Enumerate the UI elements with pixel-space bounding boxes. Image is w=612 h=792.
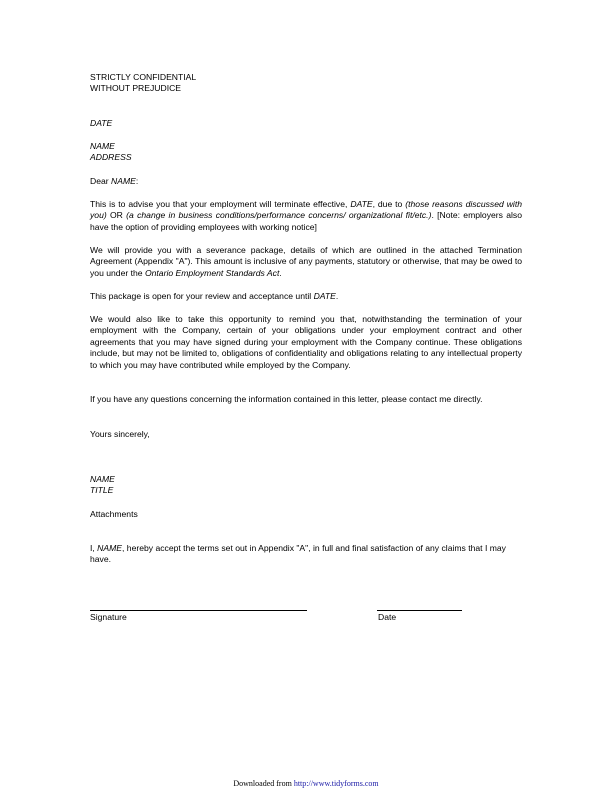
p2-text-b: . [279, 267, 282, 278]
recipient-address: ADDRESS [90, 152, 132, 163]
attachments-label: Attachments [90, 509, 138, 519]
acceptance-text-a: I, [90, 543, 98, 553]
salutation-prefix: Dear [90, 176, 112, 186]
date-line[interactable] [377, 610, 462, 611]
sender-name: NAME [90, 474, 115, 484]
p1-reasons: (those reasons discussed with you) [90, 199, 522, 221]
acceptance-statement [90, 543, 510, 566]
sender-block [90, 474, 522, 497]
paragraph-obligations [90, 314, 522, 371]
p1-text-a: This is to advise you that your employment will terminate effective, [90, 199, 351, 209]
p2-text-a: We will provide you with a severance package, details of which are outlined in the attached Termination Agreement (Appendix "A"). This amount is inclusive of any payments, statutory or otherwise, that may be owed to you under the [90, 245, 522, 278]
footer-prefix: Downloaded from [233, 779, 294, 788]
letter-date [90, 118, 522, 129]
recipient-name: NAME [90, 141, 115, 151]
p1-text-c: OR [106, 210, 127, 221]
salutation-suffix: : [135, 176, 139, 186]
p3-date: DATE [313, 291, 336, 301]
p1-change: (a change in business conditions/performance concerns/ organizational fit/etc.) [126, 210, 432, 221]
sender-title: TITLE [90, 485, 114, 496]
closing [90, 429, 522, 440]
signature-label: Signature [90, 612, 127, 622]
date-placeholder: DATE [90, 118, 113, 128]
signature-line[interactable] [90, 610, 307, 611]
acceptance-name: NAME [97, 543, 123, 553]
strictly-confidential: STRICTLY CONFIDENTIAL [90, 72, 197, 82]
attachments [90, 509, 522, 520]
p3-text-a: This package is open for your review and acceptance until [90, 291, 314, 301]
without-prejudice: WITHOUT PREJUDICE [90, 83, 182, 94]
paragraph-termination [90, 199, 522, 233]
paragraph-contact [90, 394, 522, 405]
p4-text: We would also like to take this opportunity to remind you that, notwithstanding the termination of your employment with the Company, certain of your obligations under your employment contract and other agreements that you may have signed during your employment with the Company continue. These obligations include, but may not be limited to, obligations of confidentiality and obligations relating to any intellectual property to which you may have contributed while employed by the Company. [90, 314, 522, 370]
paragraph-severance [90, 245, 522, 279]
p2-act: Ontario Employment Standards Act [144, 267, 280, 278]
p3-text-b: . [335, 291, 339, 301]
salutation-name: NAME [111, 176, 136, 186]
salutation [90, 176, 522, 187]
p1-note: . [Note: employers also have the option of providing employees with working notice] [90, 210, 522, 232]
confidentiality-header [90, 72, 522, 95]
p5-text: If you have any questions concerning the information contained in this letter, please contact me directly. [90, 394, 483, 404]
recipient-block [90, 141, 522, 164]
closing-text: Yours sincerely, [90, 429, 150, 439]
p1-text-b: , due to [372, 199, 406, 209]
footer [0, 779, 612, 788]
acceptance-text-b: , hereby accept the terms set out in Appendix "A", in full and final satisfaction of any claims that I may have. [90, 543, 506, 565]
footer-link[interactable]: http://www.tidyforms.com [293, 779, 379, 788]
date-label: Date [378, 612, 397, 622]
paragraph-acceptance-deadline [90, 291, 522, 302]
p1-date: DATE [350, 199, 373, 209]
